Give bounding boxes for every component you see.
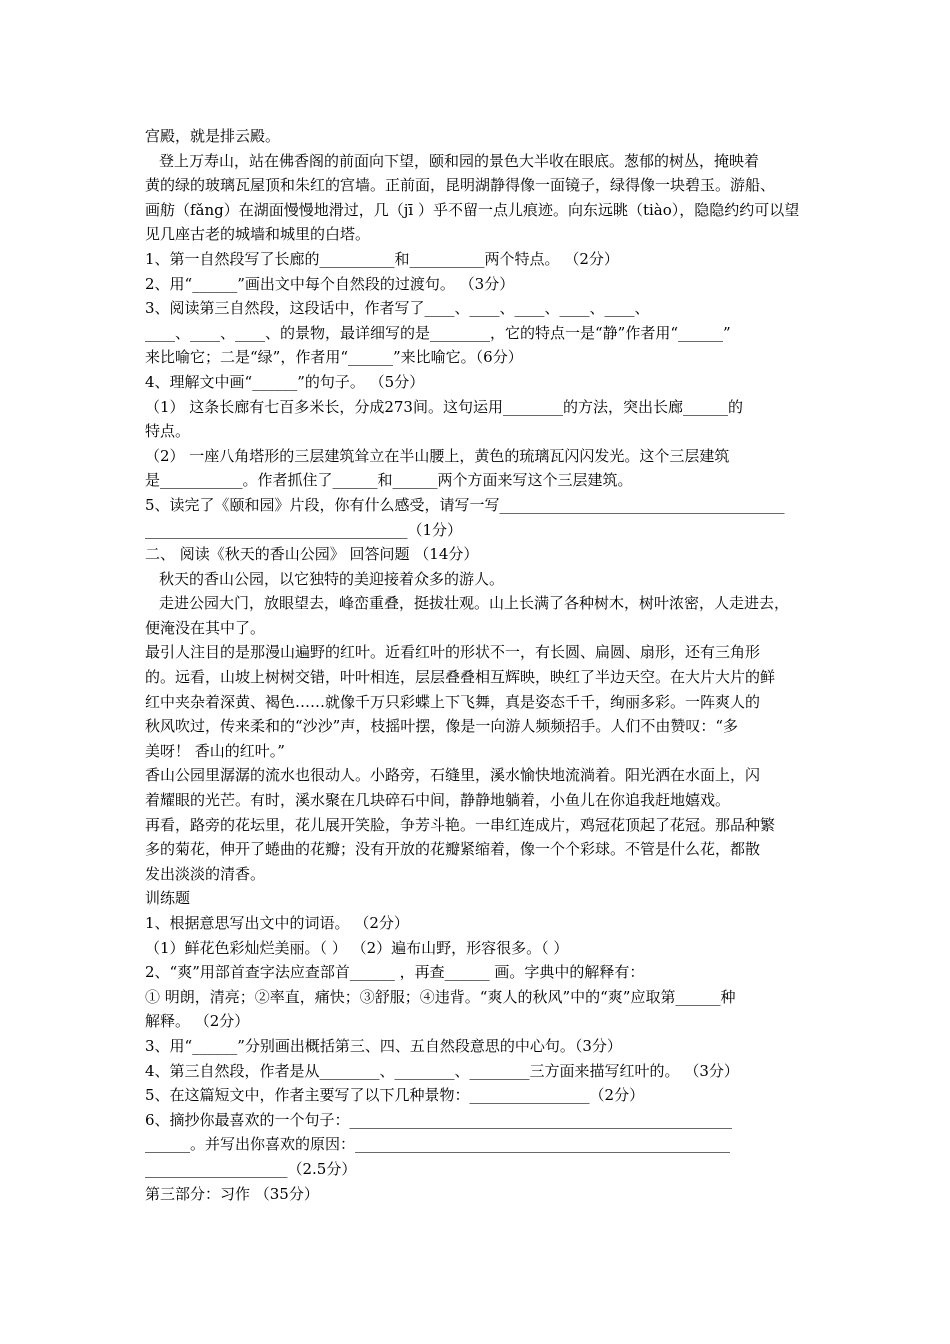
text-line: 最引人注目的是那漫山遍野的红叶。近看红叶的形状不一，有长圆、扁圆、扇形，还有三角形 <box>145 643 761 662</box>
text-line: 5、读完了《颐和园》片段，你有什么感受，请写一写______________________________________ <box>145 495 785 514</box>
text-line: （1）鲜花色彩灿烂美丽。（ ） （2）遍布山野，形容很多。（ ） <box>145 938 569 957</box>
text-line: 第三部分：习作 （35分） <box>145 1184 319 1203</box>
text-line: ① 明朗，清亮；②率直，痛快；③舒服；④违背。“爽人的秋风”中的“爽”应取第______种 <box>145 987 736 1006</box>
text-line: 画舫（fǎng）在湖面慢慢地滑过，几（jī ）乎不留一点儿痕迹。向东远眺（tiào），隐隐约约可以望 <box>145 200 800 219</box>
text-line: （2） 一座八角塔形的三层建筑耸立在半山腰上，黄色的琉璃瓦闪闪发光。这个三层建筑 <box>145 446 730 465</box>
text-line: 多的菊花，伸开了蜷曲的花瓣；没有开放的花瓣紧缩着，像一个个彩球。不管是什么花，都散 <box>145 840 761 859</box>
text-line: 3、用“______”分别画出概括第三、四、五自然段意思的中心句。（3分） <box>145 1036 622 1055</box>
text-line: 4、理解文中画“______”的句子。 （5分） <box>145 372 425 391</box>
text-line: 宫殿，就是排云殿。 <box>145 127 281 145</box>
text-line: 香山公园里潺潺的流水也很动人。小路旁，石缝里，溪水愉快地流淌着。阳光洒在水面上，闪 <box>145 766 761 785</box>
text-line: 再看，路旁的花坛里，花儿展开笑脸，争芳斗艳。一串红连成片，鸡冠花顶起了花冠。那品种繁 <box>145 815 776 834</box>
text-line: 4、第三自然段，作者是从________、________、________三方面来描写红叶的。 （3分） <box>145 1061 739 1080</box>
text-line: 红中夹杂着深黄、褐色……就像千万只彩蝶上下飞舞，真是姿态千千，绚丽多彩。一阵爽人的 <box>145 692 761 711</box>
text-line: 解释。 （2分） <box>145 1012 250 1031</box>
text-line: 来比喻它；二是“绿”，作者用“______”来比喻它。（6分） <box>145 348 523 367</box>
text-line: 2、“爽”用部首查字法应查部首______ ，再查______ 画。字典中的解释有： <box>145 963 645 982</box>
text-line: 1、根据意思写出文中的词语。 （2分） <box>145 914 409 932</box>
text-line: 见几座古老的城墙和城里的白塔。 <box>145 225 371 244</box>
text-line: 美呀！ 香山的红叶。” <box>145 741 285 760</box>
text-line: 的。远看，山坡上树树交错，叶叶相连，层层叠叠相互辉映，映红了半边天空。在大片大片的鲜 <box>145 668 776 687</box>
text-line: 特点。 <box>145 422 191 441</box>
document-page <box>145 124 815 1206</box>
text-line: ___________________（2.5分） <box>145 1159 357 1178</box>
text-line: 2、用“______”画出文中每个自然段的过渡句。 （3分） <box>145 274 515 293</box>
text-line: 走进公园大门，放眼望去，峰峦重叠，挺拔壮观。山上长满了各种树木，树叶浓密，人走进去， <box>159 594 790 613</box>
text-line: ____、____、____、的景物，最详细写的是________，它的特点一是“静”作者用“______” <box>145 323 731 342</box>
text-line: 黄的绿的玻璃瓦屋顶和朱红的宫墙。正前面，昆明湖静得像一面镜子，绿得像一块碧玉。游船、 <box>145 176 776 195</box>
text-line: 秋风吹过，传来柔和的“沙沙”声，枝摇叶摆，像是一向游人频频招手。人们不由赞叹：“多 <box>145 717 739 736</box>
text-line: ___________________________________（1分） <box>145 520 463 539</box>
text-line: 发出淡淡的清香。 <box>145 864 266 883</box>
text-line: 6、摘抄你最喜欢的一个句子：___________________________________________________ <box>145 1110 733 1129</box>
text-line: 5、在这篇短文中，作者主要写了以下几种景物：________________（2分） <box>145 1086 645 1105</box>
text-line: （1） 这条长廊有七百多米长，分成273间。这句运用________的方法，突出长廊______的 <box>145 397 743 416</box>
text-line: 登上万寿山，站在佛香阁的前面向下望，颐和园的景色大半收在眼底。葱郁的树丛，掩映着 <box>159 151 760 170</box>
text-line: 便淹没在其中了。 <box>145 618 266 637</box>
text-line: 二、 阅读《秋天的香山公园》 回答问题 （14分） <box>145 545 479 564</box>
text-line: 着耀眼的光芒。有时，溪水聚在几块碎石中间，静静地躺着，小鱼儿在你追我赶地嬉戏。 <box>145 791 731 810</box>
text-line: 秋天的香山公园，以它独特的美迎接着众多的游人。 <box>159 569 505 588</box>
text-line: 训练题 <box>145 889 191 908</box>
text-line: 1、第一自然段写了长廊的__________和__________两个特点。 （2分） <box>145 249 619 268</box>
text-line: 3、阅读第三自然段，这段话中，作者写了____、____、____、____、____、 <box>145 299 650 318</box>
text-line: 是___________。作者抓住了______和______两个方面来写这个三层建筑。 <box>145 471 633 490</box>
text-line: ______。并写出你喜欢的原因：__________________________________________________ <box>145 1135 731 1154</box>
